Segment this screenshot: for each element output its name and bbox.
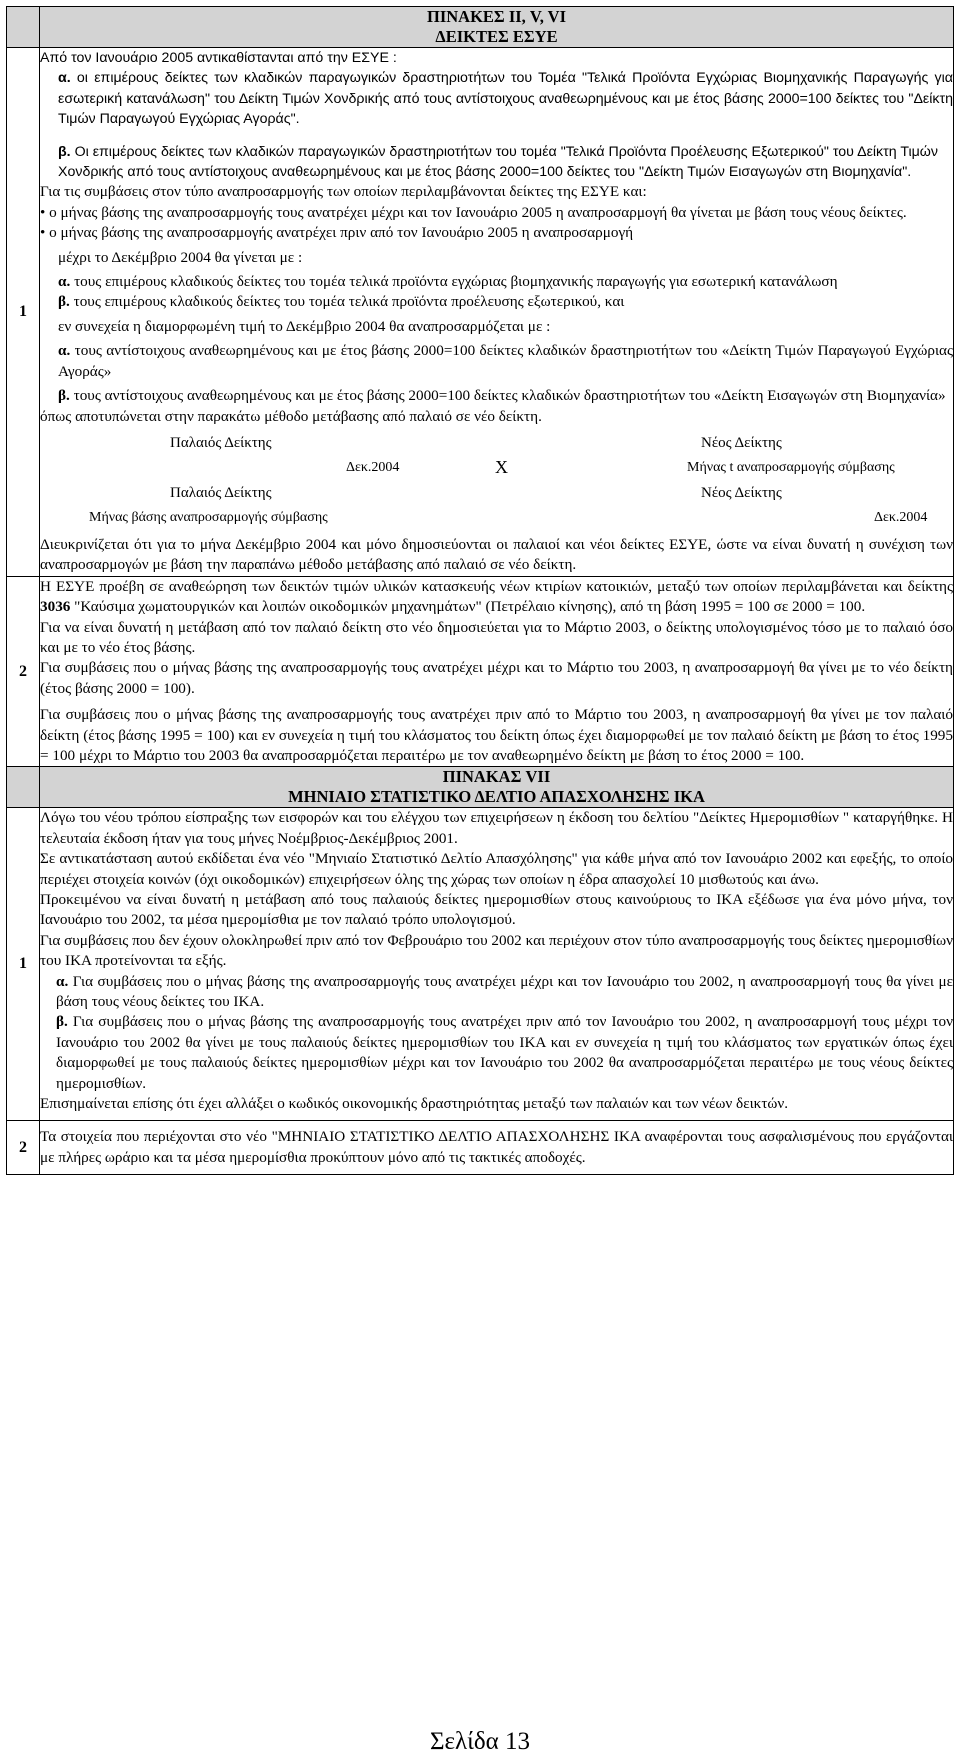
section1-row2-content xyxy=(40,576,954,767)
point-a-text: οι επιμέρους δείκτες των κλαδικών παραγωγικών δραστηριοτήτων του Τομέα "Τελικά Προϊόντα Εγχώριας Βιομηχανικής Παραγωγής για εσωτερική κατανάλωση" του Δείκτη Τιμών Χονδρικής από τους αντίστοιχους αναθεωρημένους και με έτος βάσης 2000=100 δείκτες του "Δείκτη Τιμών Παραγωγού Εγχώριας Αγοράς". xyxy=(58,70,953,128)
sub-point-b-text: τους επιμέρους κλαδικούς δείκτες του τομέα τελικά προϊόντα προέλευσης εξωτερικού, και xyxy=(73,293,625,311)
sub2-point-a-label: α. xyxy=(58,342,71,360)
revision-text xyxy=(40,577,953,618)
ika-abolished-text: Λόγω του νέου τρόπου είσπραξης των εισφορών και του ελέγχου των επιχειρήσεων η έκδοση του δελτίου "Δείκτες Ημερομισθίων " καταργήθηκε. Η τελευταία έκδοση ήταν για τους μήνες Νοέμβριος-Δεκέμβριος 2001. xyxy=(40,809,953,847)
page-number: Σελίδα 13 xyxy=(429,1728,531,1755)
bullet-1: • ο μήνας βάσης της αναπροσαρμογής τους ανατρέχει μέχρι και τον Ιανουάριο 2005 η αναπροσαρμογή θα γίνεται με βάση τους νέους δείκτες. xyxy=(40,203,907,221)
intro-text: Από τον Ιανουάριο 2005 αντικαθίστανται από την ΕΣΥΕ : xyxy=(40,50,397,66)
ika-data-scope-text: Τα στοιχεία που περιέχονται στο νέο "ΜΗΝΙΑΙΟ ΣΤΑΤΙΣΤΙΚΟ ΔΕΛΤΙΟ ΑΠΑΣΧΟΛΗΣΗΣ ΙΚΑ αναφέρονται τους ασφαλισμένους που εργάζονται με πλήρες ωράριο και τα μέσα ημερομίσθια προκύπτουν μόνο από τις τακτικές αποδοχές. xyxy=(40,1128,953,1166)
sub2-point-b xyxy=(40,386,953,406)
bullet-2-line2: μέχρι το Δεκέμβριο 2004 θα γίνεται με : xyxy=(58,248,303,266)
transition-text: όπως αποτυπώνεται στην παρακάτω μέθοδο μετάβασης από παλαιό σε νέο δείκτη. xyxy=(40,407,542,425)
section2-subtitle: ΜΗΝΙΑΙΟ ΣΤΑΤΙΣΤΙΚΟ ΔΕΛΤΙΟ ΑΠΑΣΧΟΛΗΣΗΣ ΙΚΑ xyxy=(288,787,705,807)
contracts-before-march-text: Για συμβάσεις που ο μήνας βάσης της αναπροσαρμογής τους ανατρέχει πριν από το Μάρτιο του 2003, η αναπροσαρμογή θα γίνει με τον παλαιό δείκτη (έτος βάσης 1995 = 100) και εν συνεχεία η τιμή του κλάσματος του δείκτη όπως έχει διαμορφωθεί με τον παλαιό δείκτη με βάση το έτος 1995 = 100 μέχρι το Μάρτιο του 2003 θα αναπροσαρμόζεται περαιτέρω με τον αναθεωρημένο δείκτη με βάση το έτος 2000 = 100. xyxy=(40,706,953,764)
row-number: 2 xyxy=(7,1121,40,1175)
row-number: 2 xyxy=(7,576,40,767)
sub-point-a-text: τους επιμέρους κλαδικούς δείκτες του τομέα τελικά προϊόντα εγχώριας βιομηχανικής παραγωγής για εσωτερική κατανάλωση xyxy=(74,273,838,291)
formula-month-t: Μήνας t αναπροσαρμογής σύμβασης xyxy=(687,459,895,475)
section1-header xyxy=(40,7,954,48)
point-b-label: β. xyxy=(58,143,71,160)
indices-table xyxy=(6,6,954,1175)
transition-march-text: Για να είναι δυνατή η μετάβαση από τον παλαιό δείκτη στο νέο δημοσιεύεται για το Μάρτιο 2003, ο δείκτης υπολογισμένος τόσο με το παλαιό όσο και με το νέο έτος βάσης. xyxy=(40,618,953,656)
section2-header xyxy=(40,767,954,808)
sub-point-a-label: α. xyxy=(58,273,71,291)
point-a-label: α. xyxy=(58,70,71,87)
section1-title: ΠΙΝΑΚΕΣ ΙΙ, V, VI xyxy=(426,7,566,26)
ika-point-b xyxy=(40,1012,953,1094)
document-page xyxy=(6,6,954,1175)
point-b-text: Οι επιμέρους δείκτες των κλαδικών παραγωγικών δραστηριοτήτων του τομέα "Τελικά Προϊόντα Προέλευσης Εξωτερικού" του Δείκτη Τιμών Χονδρικής από τους αντίστοιχους αναθεωρημένους και με έτος βάσης 2000=100 δείκτες του "Δείκτη Τιμών Εισαγωγών στη Βιομηχανία". xyxy=(58,143,938,181)
ika-transition-text: Προκειμένου να είναι δυνατή η μετάβαση από τους παλαιούς δείκτες ημερομισθίων στους καινούριους το ΙΚΑ εξέδωσε για ένα μόνο μήνα, τον Ιανουάριο του 2002, τα μέσα ημερομίσθια με τον παλαιό τρόπο υπολογισμού. xyxy=(40,891,953,929)
section2-row2-content xyxy=(40,1121,954,1175)
ika-point-a xyxy=(40,972,953,1013)
formula-new-index-1: Νέος Δείκτης xyxy=(701,434,782,451)
transition-formula xyxy=(40,427,953,535)
revision-text-pre: Η ΕΣΥΕ προέβη σε αναθεώρηση των δεικτών τιμών υλικών κατασκευής νέων κτιρίων κατοικιών, μεταξύ των οποίων περιλαμβάνεται και δείκτης xyxy=(40,577,953,595)
point-b xyxy=(40,142,953,183)
section2-title: ΠΙΝΑΚΑΣ VII xyxy=(442,767,551,787)
ika-code-change-text: Επισημαίνεται επίσης ότι έχει αλλάξει ο κωδικός οικονομικής δραστηριότητας μεταξύ των παλαιών και των νέων δεικτών. xyxy=(40,1095,789,1113)
contracts-intro: Για τις συμβάσεις στον τύπο αναπροσαρμογής των οποίων περιλαμβάνονται δείκτες της ΕΣΥΕ και: xyxy=(40,183,647,201)
contracts-until-march-text: Για συμβάσεις που ο μήνας βάσης της αναπροσαρμογής τους ανατρέχει μέχρι και το Μάρτιο του 2003, η αναπροσαρμογή θα γίνει με το νέο δείκτη (έτος βάσης 2000 = 100). xyxy=(40,659,953,697)
then-text: εν συνεχεία η διαμορφωμένη τιμή το Δεκέμβριο 2004 θα αναπροσαρμόζεται με : xyxy=(58,317,551,335)
ika-point-b-label: β. xyxy=(56,1013,68,1031)
formula-base-month: Μήνας βάσης αναπροσαρμογής σύμβασης xyxy=(89,509,328,525)
row-number: 1 xyxy=(7,48,40,577)
sub2-point-b-text: τους αντίστοιχους αναθεωρημένους και με έτος βάσης 2000=100 δείκτες κλαδικών δραστηριοτήτων του «Δείκτη Εισαγωγών στη Βιομηχανία» xyxy=(73,387,946,405)
sub-point-a xyxy=(40,272,953,292)
clarification-text: Διευκρινίζεται ότι για το μήνα Δεκέμβριο 2004 και μόνο δημοσιεύονται οι παλαιοί και νέοι δείκτες ΕΣΥΕ, ώστε να είναι δυνατή η συνέχιση των αναπροσαρμογών με βάση την παραπάνω μέθοδο μετάβασης από παλαιό σε νέο δείκτη. xyxy=(40,535,953,574)
revision-text-post: "Καύσιμα χωματουργικών και λοιπών οικοδομικών μηχανημάτων" (Πετρέλαιο κίνησης), από τη βάση 1995 = 100 σε 2000 = 100. xyxy=(70,598,866,616)
formula-old-index-1: Παλαιός Δείκτης xyxy=(170,434,272,451)
ika-point-a-label: α. xyxy=(56,972,69,990)
sub2-point-b-label: β. xyxy=(58,387,70,405)
point-a xyxy=(40,68,953,129)
formula-old-index-2: Παλαιός Δείκτης xyxy=(170,484,272,501)
ika-point-b-text: Για συμβάσεις που ο μήνας βάσης της αναπροσαρμογής τους ανατρέχει πριν από τον Ιανουάριο του 2002, η αναπροσαρμογή τους μέχρι τον Ιανουάριο του 2002 θα γίνει με τους παλαιούς δείκτες ημερομισθίων του ΙΚΑ και εν συνεχεία η τιμή του κλάσματος των εργατικών όπως έχει διαμορφωθεί με τους παλαιούς δείκτες ημερομισθίων μέχρι και τον Ιανουάριο του 2002 θα αναπροσαρμόζεται περαιτέρω με τους νέους δείκτες ημερομισθίων. xyxy=(56,1013,953,1092)
index-code: 3036 xyxy=(40,598,71,616)
ika-new-bulletin-text: Σε αντικατάσταση αυτού εκδίδεται ένα νέο "Μηνιαίο Στατιστικό Δελτίο Απασχόλησης" για κάθε μήνα από τον Ιανουάριο 2002 και εφεξής, το οποίο περιέχει στοιχεία κοινών (όχι οικοδομικών) επιχειρήσεων όλης της χώρας των οποίων η έδρα απασχολεί 10 μισθωτούς και άνω. xyxy=(40,850,953,888)
sub2-point-a xyxy=(40,341,953,382)
ika-contracts-text: Για συμβάσεις που δεν έχουν ολοκληρωθεί πριν από τον Φεβρουάριο του 2002 και περιέχουν στον τύπο αναπροσαρμογής τους δείκτες ημερομισθίων του ΙΚΑ προτείνονται τα εξής. xyxy=(40,931,953,970)
sub2-point-a-text: τους αντίστοιχους αναθεωρημένους και με έτος βάσης 2000=100 δείκτες κλαδικών δραστηριοτήτων του «Δείκτη Τιμών Παραγωγού Εγχώριας Αγοράς» xyxy=(58,342,953,380)
section2-row1-content xyxy=(40,808,954,1121)
formula-dec2004-2: Δεκ.2004 xyxy=(874,509,928,525)
bullet-2-line1: • ο μήνας βάσης της αναπροσαρμογής ανατρέχει πριν από τον Ιανουάριο 2005 η αναπροσαρμογή xyxy=(40,224,634,242)
ika-point-a-text: Για συμβάσεις που ο μήνας βάσης της αναπροσαρμογής τους ανατρέχει μέχρι και τον Ιανουάριο του 2002, η αναπροσαρμογή τους θα γίνει με βάση τους νέους δείκτες του ΙΚΑ. xyxy=(56,972,954,1011)
formula-times-sign: X xyxy=(495,456,508,477)
row-number: 1 xyxy=(7,808,40,1121)
sub-point-b xyxy=(40,292,953,312)
formula-dec2004-1: Δεκ.2004 xyxy=(346,459,400,475)
formula-new-index-2: Νέος Δείκτης xyxy=(701,484,782,501)
sub-point-b-label: β. xyxy=(58,293,70,311)
section1-row1-content xyxy=(40,48,954,577)
section1-subtitle: ΔΕΙΚΤΕΣ ΕΣΥΕ xyxy=(435,27,558,46)
